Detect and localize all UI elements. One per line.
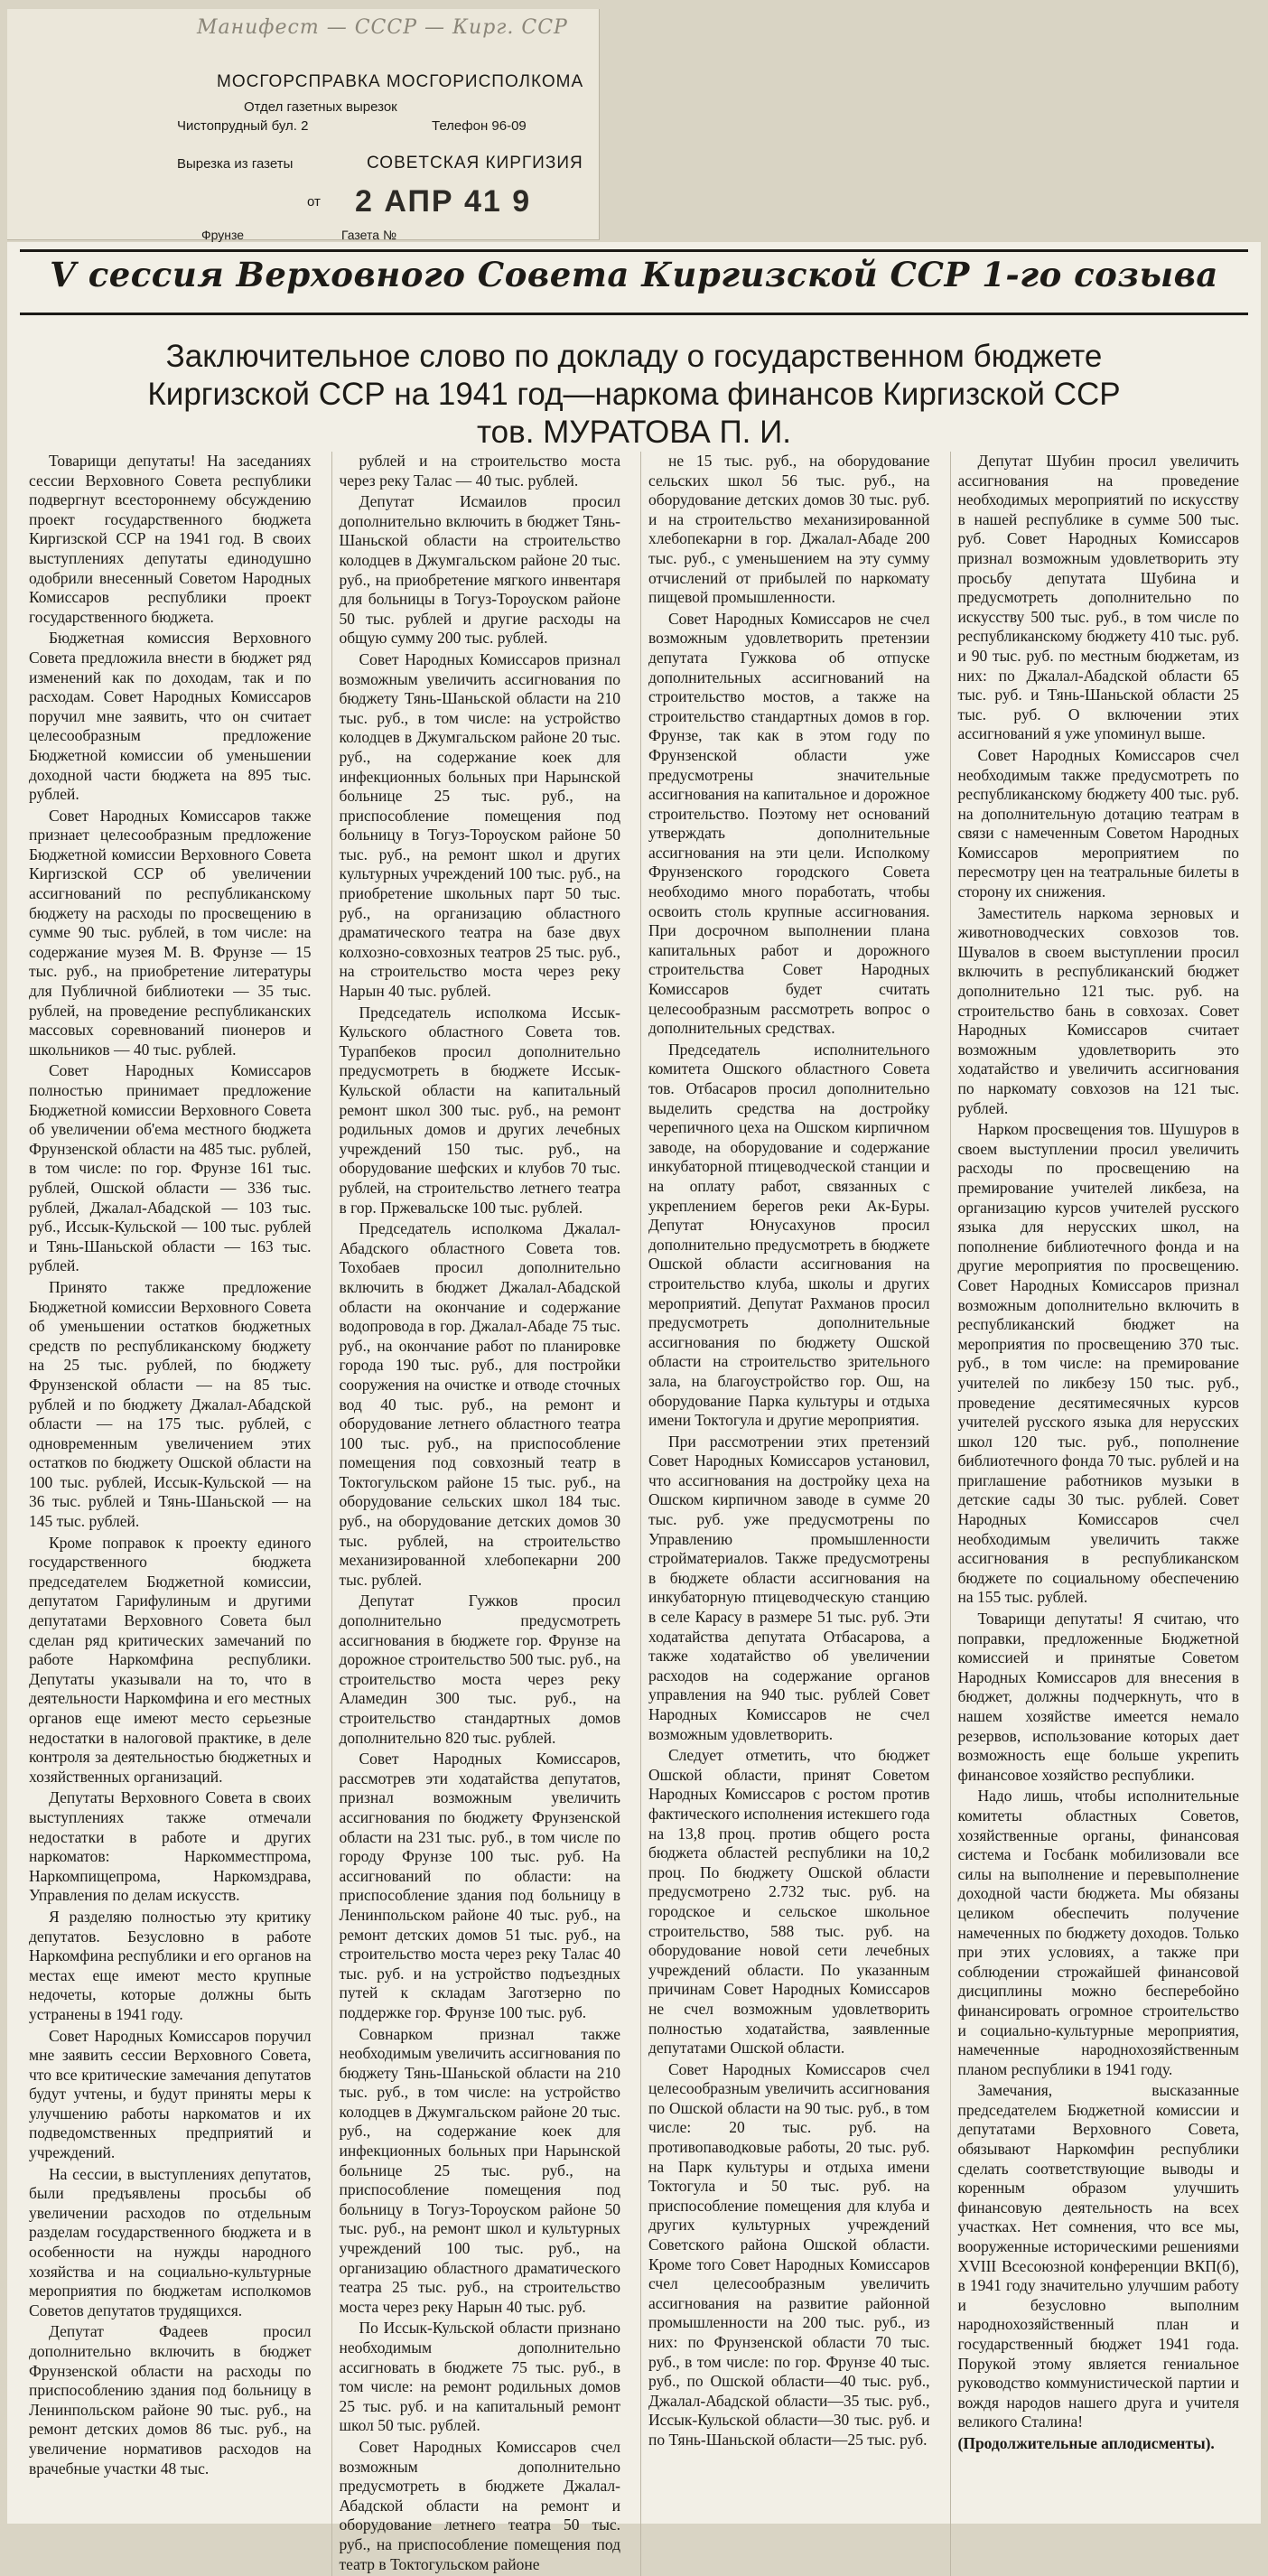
clipping-slip <box>7 9 600 240</box>
article-paragraph: Совет Народных Комиссаров счел необходимым также предусмотреть по республиканскому бюджету 400 тыс. руб. на дополнительную дотацию театрам в связи с намеченным Советом Народных Комиссаров мероприятием по пересмотру цен на театральные билеты в сторону их снижения. <box>957 745 1239 901</box>
article-paragraph: не 15 тыс. руб., на оборудование сельских школ 56 тыс. руб., на оборудование детских домов 30 тыс. руб. и на строительство механизированной хлебопекарни в гор. Джалал-Абаде 200 тыс. руб., с уменьшением на эту сумму отчислений от прибылей по наркомату пищевой промышленности. <box>648 452 930 607</box>
agency-department: Отдел газетных вырезок <box>244 99 397 115</box>
article-column <box>950 452 1247 2576</box>
article-paragraph: Совет Народных Комиссаров не счел возможным удовлетворить претензии депутата Гужкова об отпуске дополнительных ассигнований на строительство мостов, а также на строительство стандартных домов в гор. Фрунзе, так как в этом году по Фрунзенской области уже предусмотрены значительные ассигнования на капитальное и дорожное строительство. Поэтому нет оснований утверждать дополнительные ассигнования на эти цели. Исполкому Фрунзенского городского Совета необходимо много поработать, чтобы освоить столь крупные ассигнования. При досрочном выполнении плана капитальных работ и дорожного строительства Совет Народных Комиссаров будет считать целесообразным рассмотреть вопрос о дополнительных средствах. <box>648 609 930 1038</box>
article-paragraph: Совет Народных Комиссаров счел возможным дополнительно предусмотреть в бюджете Джалал-Абадской области на ремонт и оборудование летнего театра 50 тыс. руб., на приспособление помещения под театр в Токтогульском районе <box>339 2437 620 2573</box>
agency-name: МОСГОРСПРАВКА МОСГОРИСПОЛКОМА <box>217 72 584 91</box>
article-column <box>331 452 629 2576</box>
article-paragraph: рублей и на строительство моста через реку Талас — 40 тыс. рублей. <box>339 452 620 490</box>
article-paragraph: Председатель исполкома Иссык-Кульского областного Совета тов. Турапбеков просил дополнительно предусмотреть в бюджете Иссык-Кульской области на капитальный ремонт школ 300 тыс. руб., на ремонт родильных домов и других лечебных учреждений 150 тыс. руб., на оборудование шефских и клубов 70 тыс. рублей, на строительство летнего театра в гор. Пржевальске 100 тыс. рублей. <box>339 1003 620 1217</box>
article-paragraph: По Иссык-Кульской области признано необходимым дополнительно ассигновать в бюджете 75 тыс. руб., в том числе: на ремонт родильных домов 25 тыс. руб. и на капитальный ремонт школ 50 тыс. рублей. <box>339 2319 620 2435</box>
article-body <box>22 452 1246 2573</box>
article-paragraph: Заместитель наркома зерновых и животноводческих совхозов тов. Шувалов в своем выступлении просил включить в республиканский бюджет дополнительно 121 тыс. руб. на строительство бань в совхозах. Совет Народных Комиссаров считает возможным удовлетворить это ходатайство и увеличить ассигнования по наркомату совхозов на 121 тыс. рублей. <box>957 903 1239 1117</box>
headline-line: Заключительное слово по докладу о государственном бюджете <box>165 339 1103 374</box>
article-paragraph: Депутаты Верховного Совета в своих выступлениях также отмечали недостатки в работе и других наркоматов: Наркомместпрома, Наркомпищепрома, Наркомздрава, Управления по делам искусств. <box>29 1788 312 1905</box>
date-stamp: 2 АПР 41 9 <box>355 184 532 219</box>
article-paragraph: Депутат Исмаилов просил дополнительно включить в бюджет Тянь-Шаньской области на строительство колодцев в Джумгальском районе 20 тыс. руб., на приобретение мягкого инвентаря для больницы в Тогуз-Тороуском районе 50 тыс. рублей и другие расходы на общую сумму 200 тыс. рублей. <box>339 492 620 648</box>
article-column <box>22 452 319 2576</box>
article-paragraph: Совнарком признал также необходимым увеличить ассигнования по бюджету Тянь-Шаньской области на 210 тыс. руб., в том числе: на устройство колодцев в Джумгальском районе 20 тыс. руб., на содержание коек для инфекционных больных при Нарынской больнице 25 тыс. руб., на приспособление помещения под больницу в Тогуз-Тороуском районе 50 тыс. руб., на ремонт школ и культурных учреждений 100 тыс. руб., на организацию областного драматического театра 25 тыс. руб., на строительство моста через реку Нарын 40 тыс. руб. <box>339 2024 620 2316</box>
newspaper-name: СОВЕТСКАЯ КИРГИЗИЯ <box>367 154 583 173</box>
article-paragraph: На сессии, в выступлениях депутатов, были предъявлены просьбы об увеличении расходов по отдельным разделам государственного бюджета и в особенности на нужды народного хозяйства и на социально-культурные мероприятия по бюджетам исполкомов Советов депутатов трудящихся. <box>29 2164 312 2319</box>
article-paragraph: Депутат Фадеев просил дополнительно включить в бюджет Фрунзенской области на расходы по приспособлению здания под больницу в Ленинпольском районе 90 тыс. руб., на ремонт детских домов 86 тыс. руб., на увеличение нормативов расходов на врачебные участки 48 тыс. <box>29 2322 312 2478</box>
article-paragraph: Товарищи депутаты! Я считаю, что поправки, предложенные Бюджетной комиссией и принятые Советом Народных Комиссаров для внесения в бюджет, должны подчеркнуть, что в нашем хозяйстве имеется немало резервов, использование которых дает возможность еще больше укрепить финансовое хозяйство республики. <box>957 1610 1239 1784</box>
newspaper-clipping <box>7 242 1261 2573</box>
headline-line: тов. МУРАТОВА П. И. <box>477 415 791 450</box>
top-rule <box>20 249 1248 252</box>
agency-address: Чистопрудный бул. 2 <box>177 118 309 134</box>
article-headline <box>7 338 1261 452</box>
article-paragraph: Надо лишь, чтобы исполнительные комитеты областных Советов, хозяйственные органы, финансовая система и Госбанк мобилизовали все силы на выполнение и перевыполнение доходной части бюджета. Мы обязаны целиком обеспечить получение намеченных по бюджету доходов. Только при этих условиях, а также при соблюдении строжайшей финансовой дисциплины можно бесперебойно финансировать огромное строительство и социально-культурные мероприятия, намеченные народнохозяйственным планом республики в 1941 году. <box>957 1787 1239 2078</box>
article-paragraph: Я разделяю полностью эту критику депутатов. Безусловно в работе Наркомфина республики и его органов на местах еще имеют место крупные недочеты, которые должны быть устранены в 1941 году. <box>29 1907 312 2023</box>
headline-line: Киргизской ССР на 1941 год—наркома финансов Киргизской ССР <box>147 377 1121 412</box>
article-paragraph: Председатель исполкома Джалал-Абадского областного Совета тов. Тохобаев просил дополнительно включить в бюджет Джалал-Абадской области на окончание и содержание водопровода в гор. Джалал-Абаде 75 тыс. руб., на окончание работ по планировке города 190 тыс. руб., для постройки сооружения на очистке и отводе сточных вод 40 тыс. руб., на ремонт и оборудование летнего областного театра 100 тыс. руб., на приспособление помещения под совхозный театр в Токтогульском районе 15 тыс. руб., на оборудование сельских школ 184 тыс. руб., на оборудование детских домов 30 тыс. рублей, на строительство механизированной хлебопекарни 200 тыс. рублей. <box>339 1219 620 1589</box>
date-label: от <box>307 194 321 210</box>
article-paragraph: Следует отметить, что бюджет Ошской области, принят Советом Народных Комиссаров с ростом против фактического исполнения истекшего года на 13,8 проц. против общего роста бюджета областей республики на 10,2 проц. По бюджету Ошской области предусмотрено 2.732 тыс. руб. на городское и сельское школьное строительство, 588 тыс. руб. на оборудование новой сети лечебных учреждений области. По указанным причинам Совет Народных Комиссаров не счел возможным удовлетворить полностью ходатайства, заявленные депутатами Ошской области. <box>648 1746 930 2058</box>
article-paragraph: При рассмотрении этих претензий Совет Народных Комиссаров установил, что ассигнования на достройку цеха на Ошском кирпичном заводе в сумме 20 тыс. руб. уже предусмотрены по Управлению промышленности стройматериалов. Также предусмотрены в бюджете области ассигнования на инкубаторную птицеводческую станцию в селе Карасу в размере 51 тыс. руб. Эти ходатайства депутата Отбасарова, а также ходатайство об увеличении расходов на содержание органов управления на 940 тыс. рублей Совет Народных Комиссаров не счел возможным удовлетворить. <box>648 1432 930 1743</box>
agency-phone: Телефон 96-09 <box>432 118 527 134</box>
session-heading: V сессия Верховного Совета Киргизской ССР 1-го созыва <box>50 255 1218 294</box>
article-paragraph: Депутат Гужков просил дополнительно предусмотреть ассигнования в бюджете гор. Фрунзе на дорожное строительство 500 тыс. руб., на строительство моста через реку Аламедин 300 тыс. руб., на строительство стандартных домов дополнительно 820 тыс. рублей. <box>339 1591 620 1747</box>
article-paragraph: Принято также предложение Бюджетной комиссии Верховного Совета об уменьшении остатков бюджетных средств по республиканскому бюджету на 25 тыс. рублей, по бюджету Фрунзенской области — на 85 тыс. рублей и по бюджету Джалал-Абадской области — на 175 тыс. рублей, с одновременным увеличением этих остатков по бюджету Ошской области на 100 тыс. рублей, Иссык-Кульской — на 36 тыс. рублей и Тянь-Шаньской — на 145 тыс. рублей. <box>29 1277 312 1531</box>
applause-note: (Продолжительные аплодисменты). <box>957 2433 1215 2452</box>
handwritten-note: Манифест — СССР — Кирг. ССР <box>197 16 568 39</box>
article-paragraph: Совет Народных Комиссаров признал возможным увеличить ассигнования по бюджету Тянь-Шаньской области на 210 тыс. руб., в том числе: на устройство колодцев в Джумгальском районе 20 тыс. руб., на содержание коек для инфекционных больных при Нарынской больнице 25 тыс. руб., на приспособление помещения под больницу в Тогуз-Тороуском районе 50 тыс. руб., на ремонт школ и других культурных учреждений 100 тыс. руб., на приобретение школьных парт 50 тыс. руб., на организацию областного драматического театра на базе двух колхозно-совхозных театров 25 тыс. руб., на строительство моста через реку Нарын 40 тыс. рублей. <box>339 649 620 1001</box>
session-rule <box>20 313 1248 315</box>
article-paragraph: Совет Народных Комиссаров поручил мне заявить сессии Верховного Совета, что все критические замечания депутатов будут учтены, и будут приняты меры к улучшению работы наркоматов и их подведомственных предприятий и учреждений. <box>29 2026 312 2162</box>
issue-label: Газета № <box>341 228 396 242</box>
clip-label: Вырезка из газеты <box>177 156 294 172</box>
article-paragraph: Кроме поправок к проекту единого государственного бюджета председателем Бюджетной комиссии, депутатом Гарифулиным и другими депутатами Верховного Совета был сделан ряд критических замечаний по работе Наркомфина республики. Депутаты указывали на то, что в деятельности Наркомфина и его местных органов еще имеют место серьезные недостатки в налоговой практике, в деле контроля за деятельностью бюджетных и хозяйственных организаций. <box>29 1533 312 1786</box>
article-paragraph: Депутат Шубин просил увеличить ассигнования на проведение необходимых мероприятий по искусству в нашей республике в сумме 500 тыс. руб. Совет Народных Комиссаров признал возможным удовлетворить эту просьбу депутата Шубина и предусмотреть дополнительно по искусству 500 тыс. руб., в том числе по республиканскому бюджету 410 тыс. руб. и 90 тыс. руб. по местным бюджетам, из них: по Джалал-Абадской области 65 тыс. руб. и Тянь-Шаньской области 25 тыс. руб. О включении этих ассигнований я уже упоминул выше. <box>957 452 1239 743</box>
article-paragraph: Совет Народных Комиссаров, рассмотрев эти ходатайства депутатов, признал возможным увеличить ассигнования по бюджету Фрунзенской области на 231 тыс. руб., в том числе по городу Фрунзе 100 тыс. руб. На ассигнований по области: на приспособление здания под больницу в Ленинпольском районе 40 тыс. руб., на ремонт детских домов 51 тыс. руб., на строительство моста через реку Талас 40 тыс. руб. и на устройство подъездных путей к складам Заготзерно по поддержке гор. Фрунзе 100 тыс. руб. <box>339 1750 620 2021</box>
article-paragraph: Председатель исполнительного комитета Ошского областного Совета тов. Отбасаров просил дополнительно выделить средства на достройку черепичного цеха на Ошском кирпичном заводе, на оборудование и содержание инкубаторной птицеводческой станции и на оплату работ, связанных с укреплением берегов реки Ак-Буры. Депутат Юнусахунов просил дополнительно предусмотреть в бюджете Ошской области ассигнования на строительство клуба, школы и других мероприятий. Депутат Рахманов просил предусмотреть дополнительные ассигнования по бюджету Ошской области на строительство зрительного зала, на благоустройство гор. Ош, на оборудование Парка культуры и отдыха имени Токтогула и другие мероприятия. <box>648 1040 930 1430</box>
article-column <box>640 452 937 2576</box>
article-paragraph: Товарищи депутаты! На заседаниях сессии Верховного Совета республики подвергнут всестороннему обсуждению проект государственного бюджета Киргизской ССР на 1941 год. В своих выступлениях депутаты единодушно одобрили внесенный Советом Народных Комиссаров республики проект государственного бюджета. <box>29 452 312 626</box>
article-paragraph: Нарком просвещения тов. Шушуров в своем выступлении просил увеличить расходы по просвещению на премирование учителей ликбеза, на организацию курсов учителей русского языка для нерусских школ, на пополнение библиотечного фонда и на другие мероприятия по просвещению. Совет Народных Комиссаров признал возможным дополнительно включить в республиканский бюджет на мероприятия по просвещению 370 тыс. руб., в том числе: на премирование учителей по ликбезу 150 тыс. руб., проведение десятимесячных курсов учителей русского языка для нерусских школ 120 тыс. руб., пополнение библиотечного фонда 70 тыс. рублей и на приглашение работников музыки в детские сады 30 тыс. рублей. Совет Народных Комиссаров счел необходимым увеличить также ассигнования в республиканском бюджете по социальному обеспечению на 155 тыс. рублей. <box>957 1120 1239 1607</box>
article-paragraph: Замечания, высказанные председателем Бюджетной комиссии и депутатами Верховного Совета, обязывают Наркомфин республики сделать соответствующие выводы и коренным образом улучшить финансовую деятельность на всех участках. Нет сомнения, что все мы, вооруженные историческими решениями XVIII Всесоюзной конференции ВКП(б), в 1941 году значительно улучшим работу и безусловно выполним народнохозяйственный план и государственный бюджет 1941 года. Порукой этому является гениальное руководство коммунистической партии и вождя народов нашего друга и учителя великого Сталина! <box>957 2081 1239 2431</box>
city-label: Фрунзе <box>201 228 245 242</box>
article-paragraph: Совет Народных Комиссаров также признает целесообразным предложение Бюджетной комиссии Верховного Совета Киргизской ССР об увеличении ассигнований по республиканскому бюджету на расходы по просвещению в сумме 90 тыс. рублей, в том числе: на содержание музея М. В. Фрунзе — 15 тыс. руб., на приобретение литературы для Публичной библиотеки — 35 тыс. рублей, на проведение республиканских массовых соревнований пионеров и школьников — 40 тыс. рублей. <box>29 806 312 1059</box>
article-paragraph: Совет Народных Комиссаров полностью принимает предложение Бюджетной комиссии Верховного Совета об увеличении об'ема местного бюджета Фрунзенской области на 485 тыс. рублей, в том числе: по гор. Фрунзе 161 тыс. рублей, Ошской области — 336 тыс. рублей, Джалал-Абадской — 103 тыс. руб., Иссык-Кульской — 100 тыс. рублей и Тянь-Шаньской области — 163 тыс. рублей. <box>29 1061 312 1275</box>
article-paragraph: Бюджетная комиссия Верховного Совета предложила внести в бюджет ряд изменений как по доходам, так и по расходам. Совет Народных Комиссаров поручил мне заявить, что он считает целесообразным предложение Бюджетной комиссии об уменьшении доходной части бюджета на 895 тыс. рублей. <box>29 629 312 804</box>
article-paragraph: Совет Народных Комиссаров счел целесообразным увеличить ассигнования по Ошской области на 90 тыс. руб., в том числе: 20 тыс. руб. на противопаводковые работы, 20 тыс. руб. на Парк культуры и отдыха имени Токтогула и 50 тыс. руб. на приспособление помещения для клуба и других культурных учреждений Советского района Ошской области. Кроме того Совет Народных Комиссаров счел целесообразным увеличить ассигнования на развитие районной промышленности на 200 тыс. руб., из них: по Фрунзенской области 70 тыс. руб., в том числе: по гор. Фрунзе 40 тыс. руб., по Ошской области—40 тыс. руб., Джалал-Абадской области—35 тыс. руб., Иссык-Кульской области—30 тыс. руб. и по Тянь-Шаньской области—25 тыс. руб. <box>648 2059 930 2449</box>
